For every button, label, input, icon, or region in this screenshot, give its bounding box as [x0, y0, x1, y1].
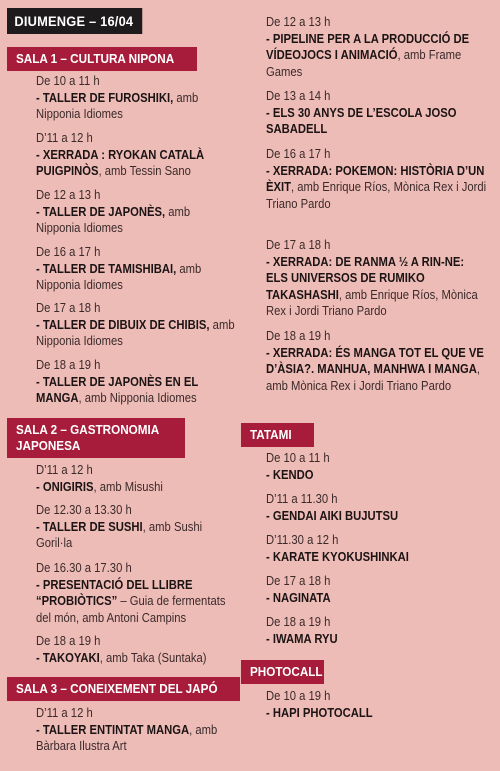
list-item: De 10 a 19 h - HAPI PHOTOCALL: [266, 689, 373, 720]
list-item: D’11 a 12 h - ONIGIRIS, amb Misushi: [36, 463, 163, 494]
list-item: De 13 a 14 h - ELS 30 ANYS DE L’ESCOLA JOSO SABADELL: [266, 89, 457, 136]
list-item: De 12.30 a 13.30 h - TALLER DE SUSHI, amb Sushi Goril·la: [36, 503, 203, 550]
sala-2-header: SALA 2 – GASTRONOMIA JAPONESA: [7, 418, 185, 458]
list-item: De 12 a 13 h - TALLER DE JAPONÈS, amb Nipponia Idiomes: [36, 188, 191, 235]
list-item: De 18 a 19 h - TAKOYAKI, amb Taka (Suntaka): [36, 634, 207, 665]
tatami-header: TATAMI: [241, 423, 314, 447]
list-item: De 17 a 18 h - NAGINATA: [266, 574, 331, 605]
list-item: De 16.30 a 17.30 h - PRESENTACIÓ DEL LLIBRE “PROBIÒTICS” – Guia de fermentats del món, amb Antoni Campins: [36, 561, 226, 625]
list-item: De 16 a 17 h - TALLER DE TAMISHIBAI, amb Nipponia Idiomes: [36, 245, 202, 292]
list-item: De 18 a 19 h - IWAMA RYU: [266, 615, 338, 646]
list-item: De 17 a 18 h - XERRADA: DE RANMA ½ A RIN-NE: ELS UNIVERSOS DE RUMIKO TAKASHASHI, amb Enrique Ríos, Mònica Rex i Jordi Triano Pardo: [266, 238, 478, 318]
list-item: D’11 a 12 h - TALLER ENTINTAT MANGA, amb Bàrbara Ilustra Art: [36, 706, 218, 753]
list-item: De 17 a 18 h - TALLER DE DIBUIX DE CHIBIS, amb Nipponia Idiomes: [36, 301, 235, 348]
list-item: De 16 a 17 h - XERRADA: POKEMON: HISTÒRIA D’UN ÈXIT, amb Enrique Ríos, Mònica Rex i Jordi Triano Pardo: [266, 147, 487, 211]
list-item: D’11 a 11.30 h - GENDAI AIKI BUJUTSU: [266, 492, 399, 523]
list-item: De 12 a 13 h - PIPELINE PER A LA PRODUCCIÓ DE VÍDEOJOCS I ANIMACIÓ, amb Frame Games: [266, 15, 470, 79]
sala-3-header: SALA 3 – CONEIXEMENT DEL JAPÓ: [7, 677, 240, 701]
sala-1-header: SALA 1 – CULTURA NIPONA: [7, 47, 197, 71]
photocall-header: PHOTOCALL: [241, 660, 324, 684]
list-item: De 18 a 19 h - XERRADA: ÉS MANGA TOT EL QUE VE D’ÀSIA?. MANHUA, MANHWA I MANGA, amb Mònica Rex i Jordi Triano Pardo: [266, 329, 484, 393]
list-item: De 18 a 19 h - TALLER DE JAPONÈS EN EL MANGA, amb Nipponia Idiomes: [36, 358, 199, 405]
list-item: De 10 a 11 h - TALLER DE FUROSHIKI, amb Nipponia Idiomes: [36, 74, 199, 121]
list-item: De 10 a 11 h - KENDO: [266, 451, 330, 482]
list-item: D’11.30 a 12 h - KARATE KYOKUSHINKAI: [266, 533, 409, 564]
list-item: D’11 a 12 h - XERRADA : RYOKAN CATALÀ PUIGPINÒS, amb Tessin Sano: [36, 131, 205, 178]
day-header: DIUMENGE – 16/04: [7, 8, 142, 34]
